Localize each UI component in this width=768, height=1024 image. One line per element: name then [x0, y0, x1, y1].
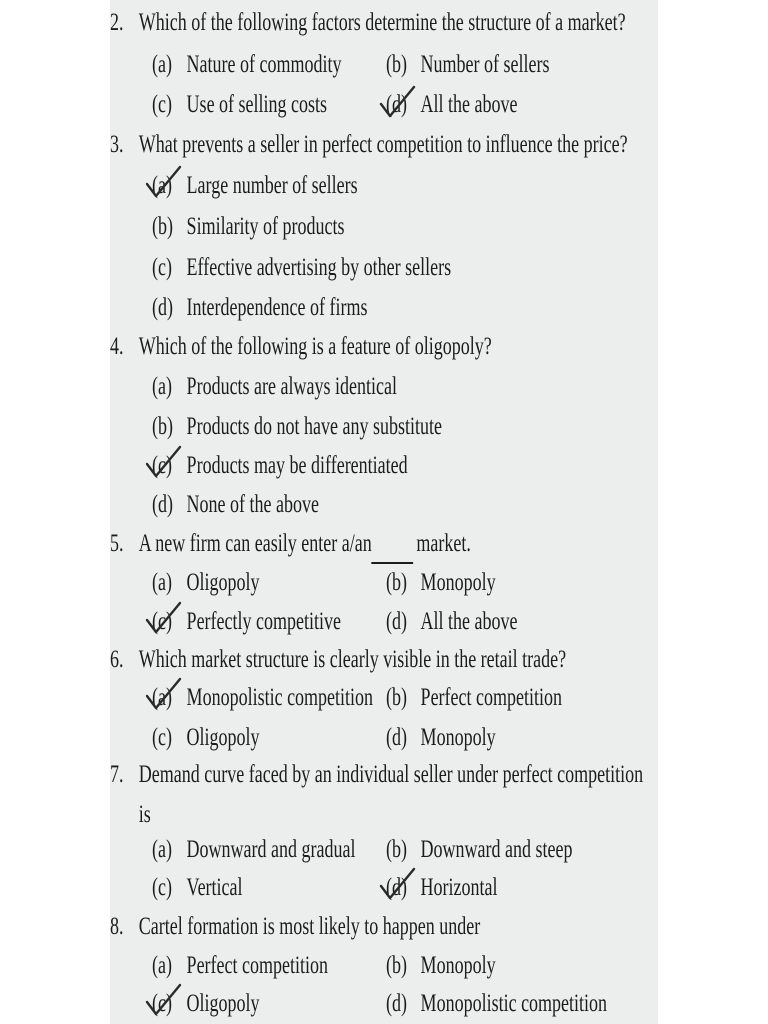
option-letter: (b) — [152, 413, 173, 440]
option-5a — [152, 563, 260, 603]
option-text: Monopolistic competition — [186, 684, 374, 711]
fill-in-blank — [372, 534, 414, 564]
option-8d — [386, 984, 607, 1024]
textbook-page — [110, 0, 658, 1024]
option-letter: (d) — [386, 608, 407, 635]
question-text: Which of the following is a feature of oligopoly? — [138, 333, 492, 360]
question-text-end: market. — [416, 530, 471, 557]
option-letter: (a) — [152, 836, 172, 863]
option-8a — [152, 946, 328, 986]
question-number: 8. — [110, 913, 124, 940]
option-6c — [152, 718, 260, 758]
option-letter: (b) — [386, 952, 407, 979]
option-text: Large number of sellers — [186, 172, 358, 199]
option-text: None of the above — [186, 491, 320, 518]
option-7b — [386, 830, 573, 870]
option-7d — [386, 868, 498, 908]
option-text: Oligopoly — [186, 569, 260, 596]
question-6-stem — [110, 640, 567, 680]
option-letter: (d) — [152, 294, 173, 321]
option-7a — [152, 830, 356, 870]
option-letter: (a) — [152, 684, 172, 711]
option-letter: (a) — [152, 172, 172, 199]
option-letter: (a) — [152, 569, 172, 596]
option-letter: (c) — [152, 724, 172, 751]
option-text: Downward and steep — [420, 836, 573, 863]
option-letter: (c) — [152, 91, 172, 118]
option-5b — [386, 563, 496, 603]
option-text: Oligopoly — [186, 724, 260, 751]
option-4b — [152, 407, 442, 447]
option-2a — [152, 45, 342, 85]
question-7-stem — [110, 755, 644, 795]
question-number: 3. — [110, 131, 124, 158]
option-letter: (a) — [152, 952, 172, 979]
option-letter: (b) — [386, 684, 407, 711]
question-text: Which of the following factors determine the structure of a market? — [138, 9, 626, 36]
option-letter: (d) — [386, 91, 407, 118]
option-text: Products do not have any substitute — [186, 413, 443, 440]
option-text: Products are always identical — [186, 373, 397, 400]
option-8c — [152, 984, 260, 1024]
option-text: Number of sellers — [420, 51, 550, 78]
option-7c — [152, 868, 243, 908]
option-letter: (c) — [152, 608, 172, 635]
question-text: Which market structure is clearly visible in the retail trade? — [138, 646, 567, 673]
option-text: Monopoly — [420, 724, 496, 751]
option-text: Vertical — [186, 874, 243, 901]
option-2b — [386, 45, 550, 85]
option-5c — [152, 602, 341, 642]
option-text: Products may be differentiated — [186, 452, 408, 479]
question-3-stem — [110, 125, 628, 165]
question-text: is — [138, 801, 151, 828]
option-letter: (b) — [386, 51, 407, 78]
question-7-stem-cont — [110, 795, 505, 835]
option-letter: (c) — [152, 452, 172, 479]
option-2c — [152, 85, 327, 125]
option-text: Similarity of products — [186, 213, 345, 240]
option-4c — [152, 446, 408, 486]
option-letter: (b) — [386, 836, 407, 863]
option-letter: (b) — [386, 569, 407, 596]
option-text: Use of selling costs — [186, 91, 328, 118]
option-letter: (c) — [152, 990, 172, 1017]
option-text: Perfect competition — [186, 952, 329, 979]
option-letter: (c) — [152, 874, 172, 901]
question-text: Cartel formation is most likely to happen under — [138, 913, 481, 940]
option-2d — [386, 85, 518, 125]
option-letter: (a) — [152, 373, 172, 400]
option-4a — [152, 367, 397, 407]
option-text: Interdependence of firms — [186, 294, 368, 321]
option-3c — [152, 248, 451, 288]
option-letter: (b) — [152, 213, 173, 240]
question-5-stem — [110, 524, 505, 564]
option-3a — [152, 166, 358, 206]
option-text: All the above — [420, 608, 518, 635]
option-letter: (d) — [386, 724, 407, 751]
option-3d — [152, 288, 367, 328]
option-5d — [386, 602, 518, 642]
question-text: Demand curve faced by an individual seller under perfect competition — [138, 761, 644, 788]
question-number: 7. — [110, 761, 124, 788]
question-4-stem — [110, 327, 505, 367]
option-text: Monopoly — [420, 569, 496, 596]
option-letter: (a) — [152, 51, 172, 78]
option-3b — [152, 207, 345, 247]
question-text: What prevents a seller in perfect competition to influence the price? — [138, 131, 628, 158]
option-text: Perfect competition — [420, 684, 563, 711]
option-text: Horizontal — [420, 874, 498, 901]
option-text: Nature of commodity — [186, 51, 342, 78]
option-text: Monopoly — [420, 952, 496, 979]
question-text: A new firm can easily enter a/an — [138, 530, 372, 557]
question-number: 5. — [110, 530, 124, 557]
option-text: Effective advertising by other sellers — [186, 254, 452, 281]
question-number: 4. — [110, 333, 124, 360]
option-text: Oligopoly — [186, 990, 260, 1017]
question-number: 6. — [110, 646, 124, 673]
option-letter: (d) — [386, 874, 407, 901]
option-text: Monopolistic competition — [420, 990, 608, 1017]
option-text: Downward and gradual — [186, 836, 356, 863]
option-6b — [386, 678, 562, 718]
option-4d — [152, 485, 319, 525]
option-8b — [386, 946, 496, 986]
option-6a — [152, 678, 373, 718]
option-letter: (d) — [386, 990, 407, 1017]
option-letter: (c) — [152, 254, 172, 281]
option-letter: (d) — [152, 491, 173, 518]
option-text: Perfectly competitive — [186, 608, 342, 635]
option-text: All the above — [420, 91, 518, 118]
question-2-stem — [110, 3, 626, 43]
option-6d — [386, 718, 496, 758]
question-8-stem — [110, 907, 505, 947]
question-number: 2. — [110, 9, 124, 36]
